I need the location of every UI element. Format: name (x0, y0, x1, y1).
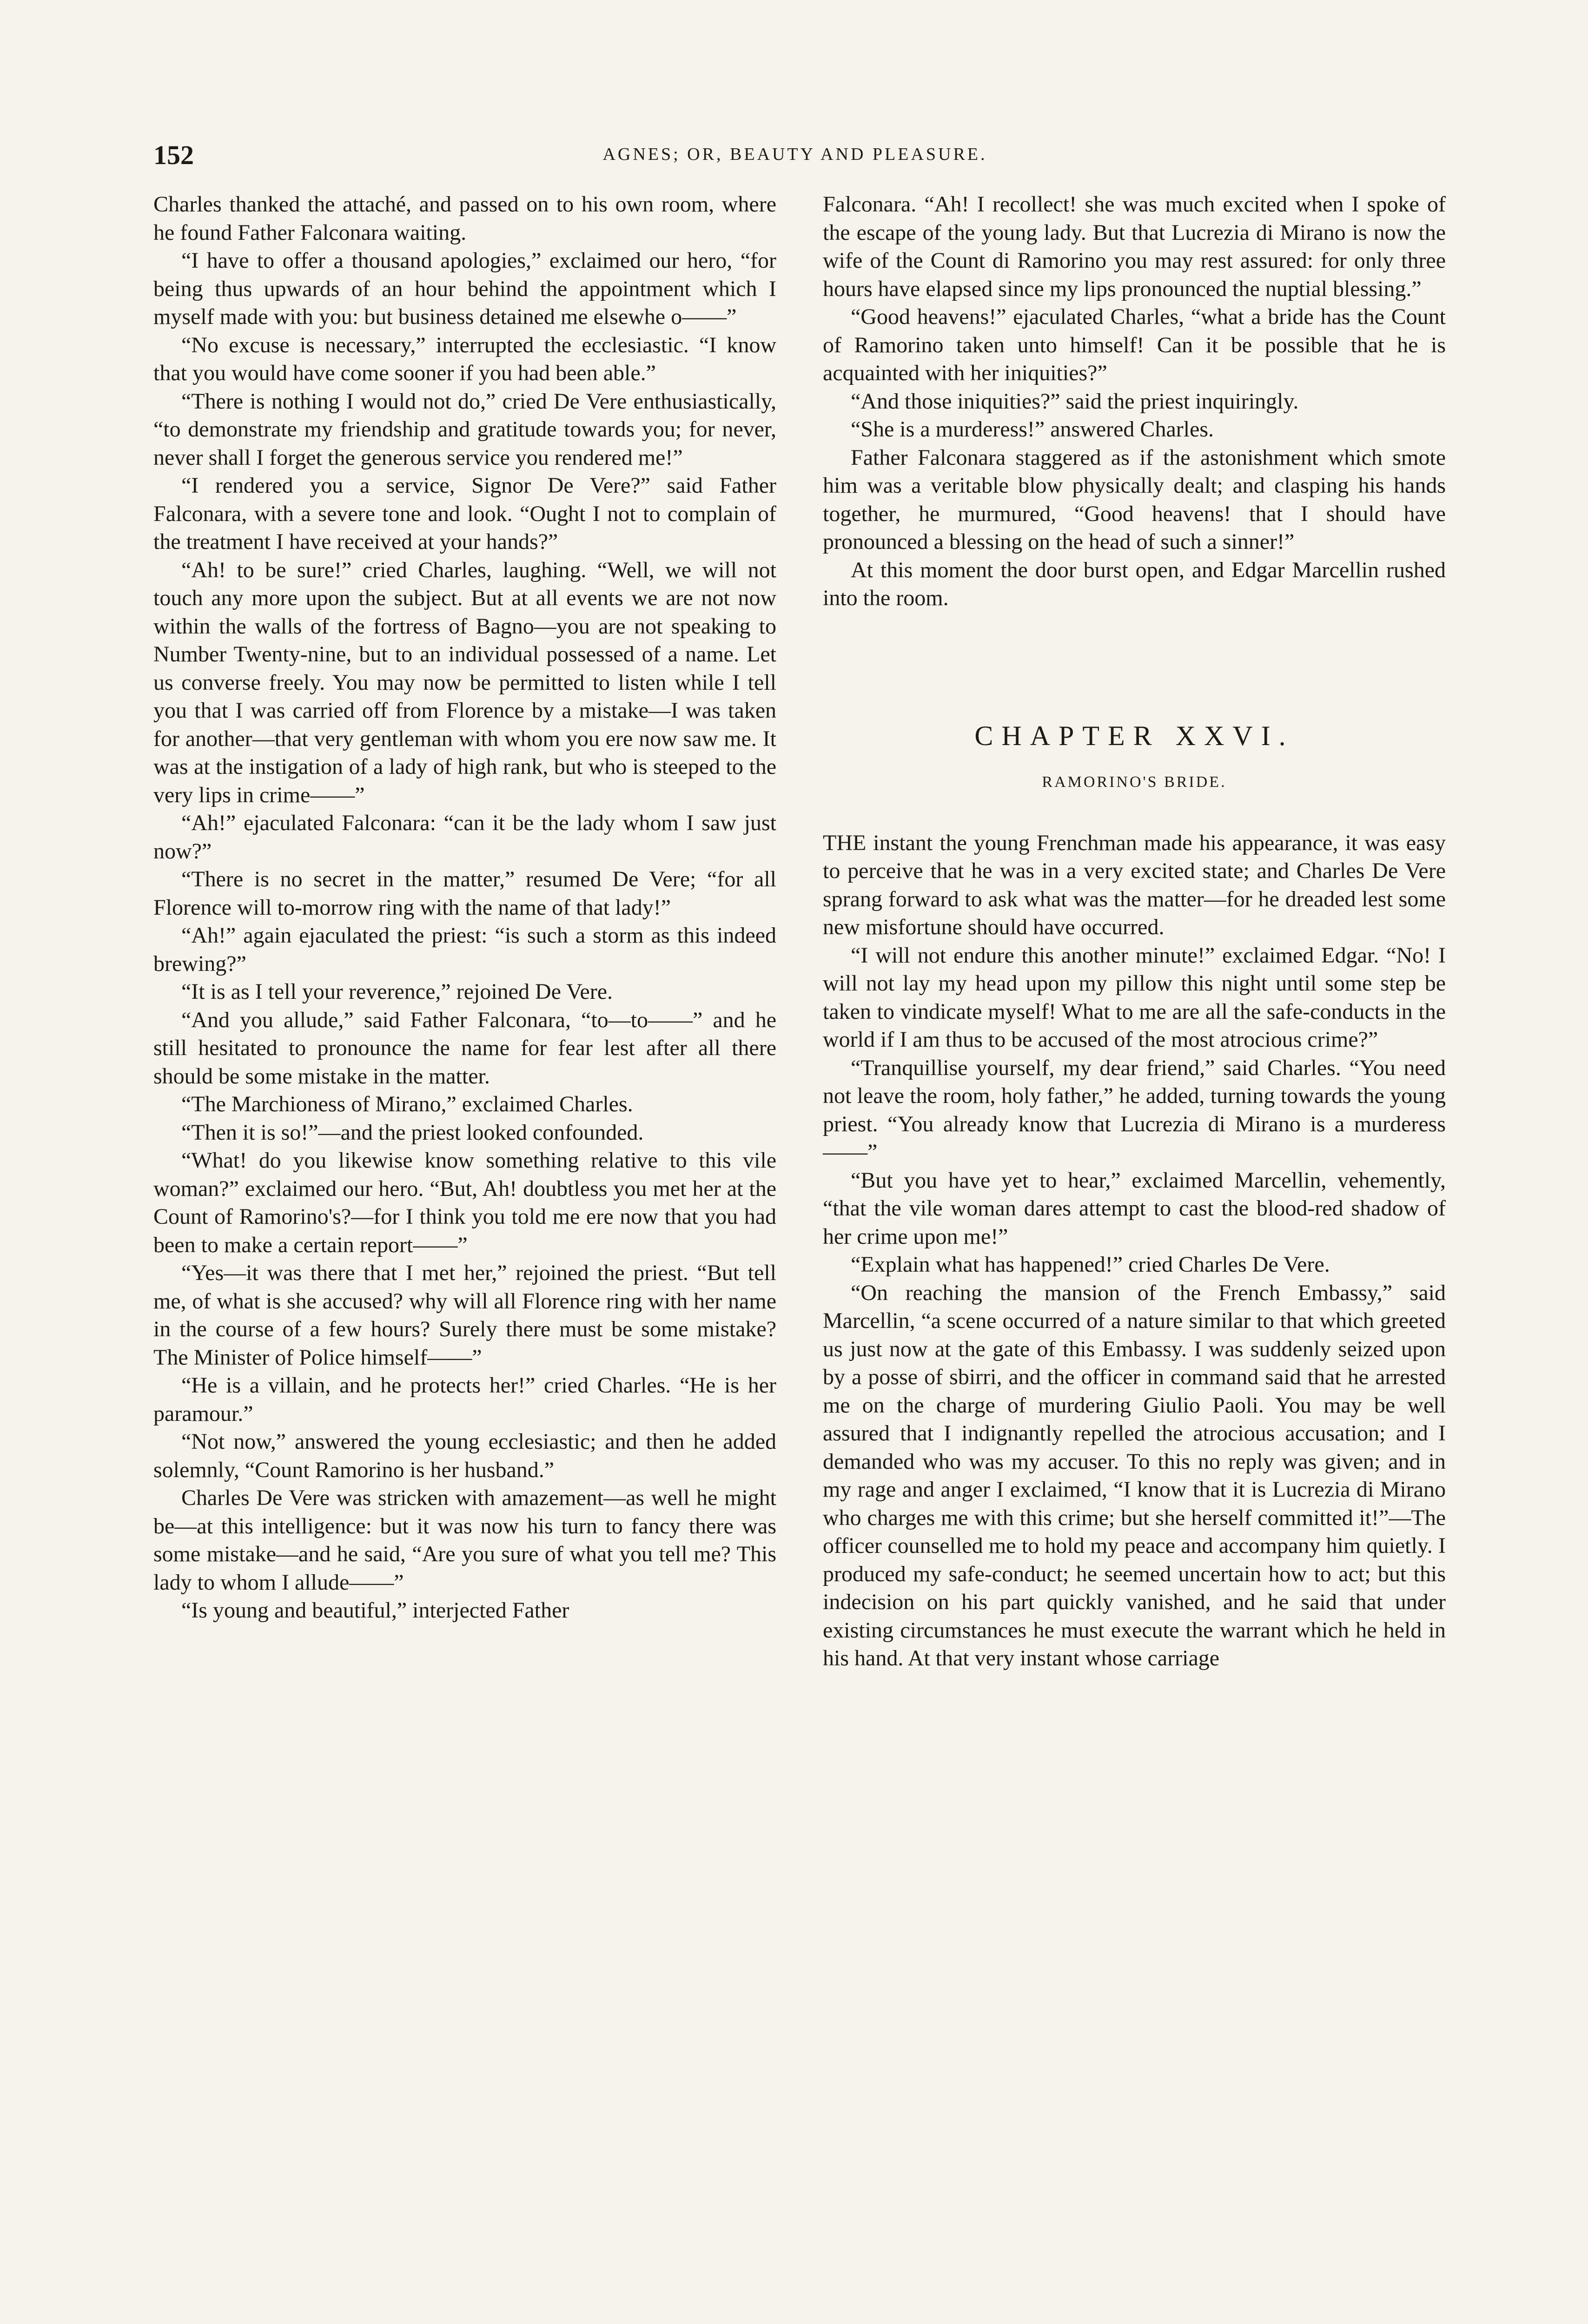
paragraph: Falconara. “Ah! I recollect! she was much excited when I spoke of the escape of the young lady. But that Lucrezia di Mirano is now the wife of the Count di Ramorino you may rest assured: for only three hours have elapsed since my lips pronounced the nuptial blessing.” (823, 192, 1446, 301)
paragraph: “And you allude,” said Father Falconara, “to—to——” and he still hesitated to pronounce the name for fear lest after all there should be some mistake in the matter. (153, 1007, 776, 1089)
left-column (153, 191, 776, 1625)
paragraph: “But you have yet to hear,” exclaimed Marcellin, vehemently, “that the vile woman dares attempt to cast the blood-red shadow of her crime upon me!” (823, 1168, 1446, 1249)
paragraph: Father Falconara staggered as if the astonishment which smote him was a veritable blow physically dealt; and clasping his hands together, he murmured, “Good heavens! that I should have pronounced a blessing on the head of such a sinner!” (823, 445, 1446, 554)
paragraph: “She is a murderess!” answered Charles. (851, 417, 1214, 442)
paragraph: Charles De Vere was stricken with amazement—as well he might be—at this intelligence: but it was now his turn to fancy there was some mistake—and he said, “Are you sure of what you tell me? This lady to whom I allude——” (153, 1486, 776, 1595)
paragraph: “Tranquillise yourself, my dear friend,” said Charles. “You need not leave the room, holy father,” he added, turning towards the young priest. “You already know that Lucrezia di Mirano is a murderess——” (823, 1055, 1446, 1164)
paragraph: “Ah!” ejaculated Falconara: “can it be the lady whom I saw just now?” (153, 811, 776, 864)
paragraph: “No excuse is necessary,” interrupted the ecclesiastic. “I know that you would have come sooner if you had been able.” (153, 332, 776, 385)
chapter-title: CHAPTER XXVI. (974, 720, 1294, 751)
paragraph: At this moment the door burst open, and Edgar Marcellin rushed into the room. (823, 557, 1446, 610)
paragraph: “And those iniquities?” said the priest inquiringly. (851, 389, 1299, 414)
paragraph: “Explain what has happened!” cried Charles De Vere. (851, 1252, 1330, 1277)
paragraph: “Is young and beautiful,” interjected Father (181, 1598, 569, 1623)
paragraph: “He is a villain, and he protects her!” cried Charles. “He is her paramour.” (153, 1373, 776, 1426)
paragraph: “Yes—it was there that I met her,” rejoined the priest. “But tell me, of what is she accused? why will all Florence ring with her name in the course of a few hours? Surely there must be some mistake? The Minister of Police himself——” (153, 1261, 776, 1370)
paragraph: “Not now,” answered the young ecclesiastic; and then he added solemnly, “Count Ramorino is her husband.” (153, 1429, 776, 1482)
paragraph: “Ah!” again ejaculated the priest: “is such a storm as this indeed brewing?” (153, 923, 776, 976)
paragraph: “Good heavens!” ejaculated Charles, “what a bride has the Count of Ramorino taken unto himself! Can it be possible that he is acquainted with her iniquities?” (823, 304, 1446, 385)
paragraph: “There is no secret in the matter,” resumed De Vere; “for all Florence will to-morrow ring with the name of that lady!” (153, 867, 776, 920)
right-column (823, 191, 1446, 1673)
page-header (153, 139, 1436, 177)
paragraph: “The Marchioness of Mirano,” exclaimed Charles. (181, 1092, 633, 1116)
page-number: 152 (153, 140, 194, 170)
paragraph: “I will not endure this another minute!” exclaimed Edgar. “No! I will not lay my head upon my pillow this night until some step be taken to vindicate myself! What to me are all the safe-conducts in the world if I am thus to be accused of the most atrocious crime?” (823, 943, 1446, 1052)
paragraph: “I rendered you a service, Signor De Vere?” said Father Falconara, with a severe tone and look. “Ought I not to complain of the treatment I have received at your hands?” (153, 473, 776, 554)
paragraph: “I have to offer a thousand apologies,” exclaimed our hero, “for being thus upwards of an hour behind the appointment which I myself made with you: but business detained me elsewhe o——” (153, 248, 776, 329)
chapter-subtitle: RAMORINO'S BRIDE. (1042, 773, 1227, 791)
running-title: AGNES; OR, BEAUTY AND PLEASURE. (602, 145, 987, 164)
paragraph: THE instant the young Frenchman made his appearance, it was easy to perceive that he was in a very excited state; and Charles De Vere sprang forward to ask what was the matter—for he dreaded lest some new misfortune should have occurred. (823, 830, 1446, 939)
paragraph: “There is nothing I would not do,” cried De Vere enthusiastically, “to demonstrate my friendship and gratitude towards you; for never, never shall I forget the generous service you rendered me!” (153, 389, 776, 470)
paragraph: “It is as I tell your reverence,” rejoined De Vere. (181, 979, 613, 1004)
paragraph: “What! do you likewise know something relative to this vile woman?” exclaimed our hero. “But, Ah! doubtless you met her at the Count of Ramorino's?—for I think you told me ere now that you had been to make a certain report——” (153, 1148, 776, 1257)
paragraph: “On reaching the mansion of the French Embassy,” said Marcellin, “a scene occurred of a nature similar to that which greeted us just now at the gate of this Embassy. I was suddenly seized upon by a posse of sbirri, and the officer in command said that he arrested me on the charge of murdering Giulio Paoli. You may be well assured that I indignantly repelled the atrocious accusation; and I demanded who was my accuser. To this no reply was given; and in my rage and anger I exclaimed, “I know that it is Lucrezia di Mirano who charges me with this crime; but she herself committed it!”—The officer counselled me to hold my peace and accompany him quietly. I produced my safe-conduct; he seemed uncertain how to act; but this indecision on his part quickly vanished, and he said that under existing circumstances he must execute the warrant which he held in his hand. At that very instant whose carriage (823, 1280, 1446, 1670)
paragraph: Charles thanked the attaché, and passed on to his own room, where he found Father Falconara waiting. (153, 192, 776, 245)
paragraph: “Then it is so!”—and the priest looked confounded. (181, 1120, 644, 1145)
paragraph: “Ah! to be sure!” cried Charles, laughing. “Well, we will not touch any more upon the subject. But at all events we are not now within the walls of the fortress of Bagno—you are not speaking to Number Twenty-nine, but to an individual possessed of a name. Let us converse freely. You may now be permitted to listen while I tell you that I was carried off from Florence by a mistake—I was taken for another—that very gentleman with whom you ere now saw me. It was at the instigation of a lady of high rank, but who is steeped to the very lips in crime——” (153, 557, 776, 807)
